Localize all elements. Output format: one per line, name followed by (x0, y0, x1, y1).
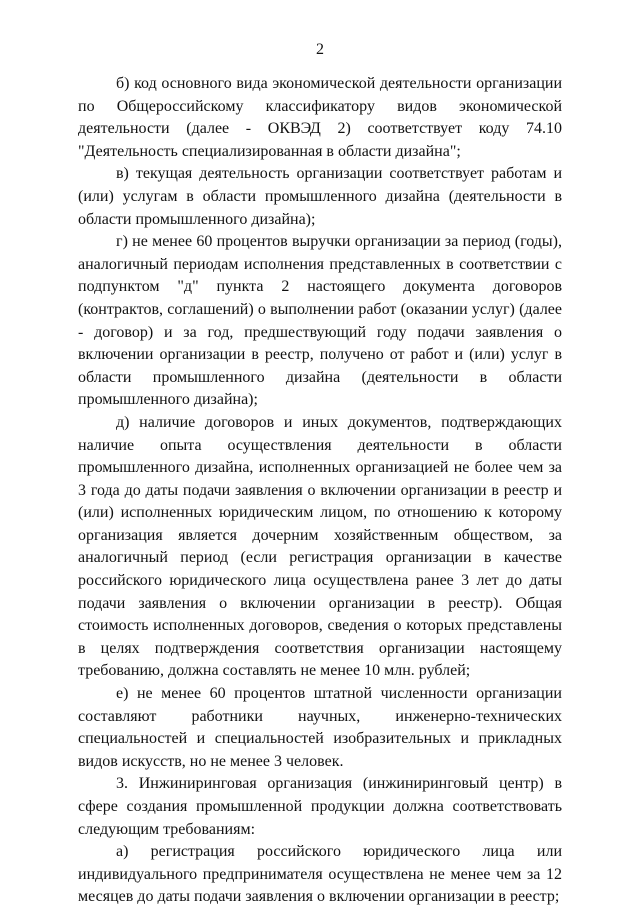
paragraph-v-current-activity: в) текущая деятельность организации соответствует работам и (или) услугам в области промышленного дизайна (деятельности в области промышленного дизайна); (78, 165, 562, 228)
paragraph-b-okved-code: б) код основного вида экономической деятельности организации по Общероссийскому классификатору видов экономической деятельности (далее - ОКВЭД 2) соответствует коду 74.10 "Деятельность специализированная в области дизайна"; (78, 75, 562, 160)
paragraph-a-registration: а) регистрация российского юридического лица или индивидуального предпринимателя осуществлена не менее чем за 12 месяцев до даты подачи заявления о включении организации в реестр; (78, 843, 562, 906)
paragraph-d-contracts-experience: д) наличие договоров и иных документов, подтверждающих наличие опыта осуществления деятельности в области промышленного дизайна, исполненных организацией не более чем за 3 года до даты подачи заявления о включении организации в реестр и (или) исполненных юридическим лицом, по отношению к которому организация является дочерним хозяйственным обществом, за аналогичный период (если регистрация организации в качестве российского юридического лица осуществлена ранее 3 лет до даты подачи заявления о включении организации в реестр). Общая стоимость исполненных договоров, сведения о которых представлены в целях подтверждения соответствия организации настоящему требованию, должна составлять не менее 10 млн. рублей; (78, 413, 562, 680)
paragraph-g-revenue-share: г) не менее 60 процентов выручки организации за период (годы), аналогичный периодам исполнения представленных в соответствии с подпунктом "д" пункта 2 настоящего документа договоров (контрактов, соглашений) о выполнении работ (оказании услуг) (далее - договор) и за год, предшествующий году подачи заявления о включении организации в реестр, получено от работ и (или) услуг в области промышленного дизайна (деятельности в области промышленного дизайна); (78, 233, 562, 409)
paragraph-e-staff-share: е) не менее 60 процентов штатной численности организации составляют работники научных, инженерно-технических специальностей и специальностей изобразительных и прикладных видов искусств, но не менее 3 человек. (78, 685, 562, 770)
document-body (78, 73, 562, 909)
page-number: 2 (316, 41, 324, 58)
paragraph-3-engineering-organization: 3. Инжиниринговая организация (инжиниринговый центр) в сфере создания промышленной продукции должна соответствовать следующим требованиям: (78, 775, 562, 838)
